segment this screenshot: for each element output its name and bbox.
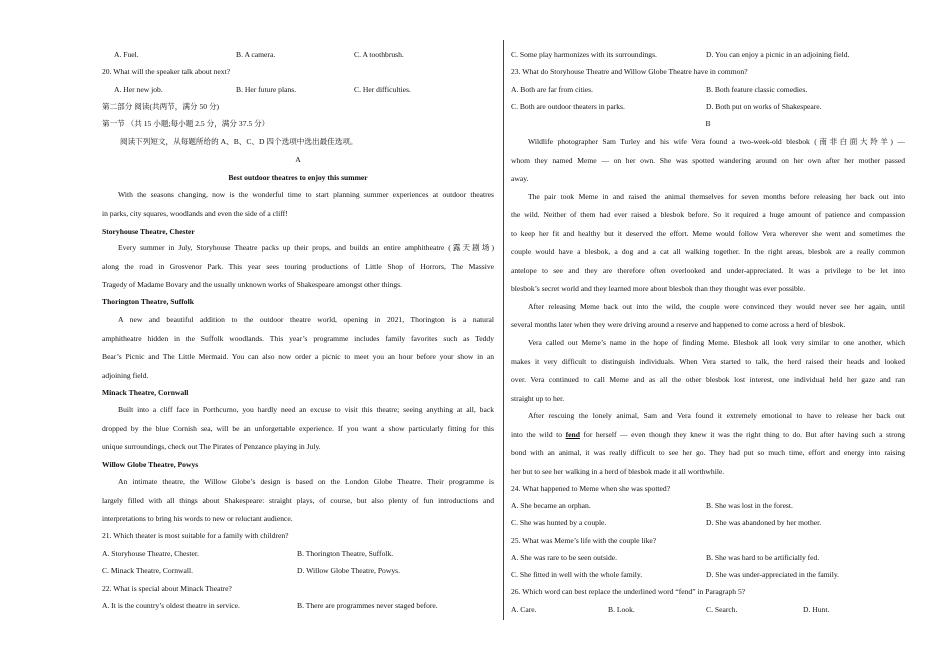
passage-b-p3-line: several months later when they were driving around a reserve and happened to come across a herd of blesbok.	[511, 320, 846, 329]
thorington-text-line: A new and beautiful addition to the outdoor theatre world, opening in 2021, Thorington is a natural	[118, 315, 494, 324]
q22-option-b: B. There are programmes never staged before.	[297, 601, 438, 610]
q25-option-c: C. She fitted in well with the whole family.	[511, 570, 643, 579]
q22-option-d: D. You can enjoy a picnic in an adjoining field.	[706, 50, 850, 59]
theatre-name-minack: Minack Theatre, Cornwall	[102, 388, 189, 397]
willow-globe-text-line: An intimate theatre, the Willow Globe’s design is based on the London Globe Theatre. Their programme is	[118, 477, 494, 486]
passage-a-intro-line: With the seasons changing, now is the wonderful time to start planning summer experiences at outdoor theatres	[118, 190, 494, 199]
minack-text-line: dropped by the blue Cornish sea, will be an unforgettable experience. If you want a show particularly fitting for this	[102, 424, 494, 433]
passage-a-intro-line: in parks, city squares, woodlands and even the side of a cliff!	[102, 209, 288, 218]
q25-option-d: D. She was under-appreciated in the family.	[706, 570, 840, 579]
q25-stem: 25. What was Meme’s life with the couple like?	[511, 536, 657, 545]
passage-a-title: Best outdoor theatres to enjoy this summer	[228, 173, 368, 182]
q19-option-b: B. A camera.	[236, 50, 276, 59]
q23-option-c: C. Both are outdoor theaters in parks.	[511, 102, 625, 111]
willow-globe-text-line: largely filled with all things about Shakespeare: straight plays, of course, but also plenty of fun introductions and	[102, 496, 494, 505]
storyhouse-text-line: Every summer in July, Storyhouse Theatre packs up their props, and builds an entire amphitheatre (露天剧场)	[118, 243, 494, 252]
p5-text-after: for herself — even though they knew it was the right thing to do. But after having such a strong	[579, 430, 906, 439]
q23-stem: 23. What do Storyhouse Theatre and Willow Globe Theatre have in common?	[511, 67, 748, 76]
theatre-name-willow-globe: Willow Globe Theatre, Powys	[102, 460, 199, 469]
passage-b-p2-line: The pair took Meme in and raised the animal themselves for seven months before releasing her back out into	[528, 192, 905, 201]
q25-option-b: B. She was hard to be artificially fed.	[706, 553, 820, 562]
q26-stem: 26. Which word can best replace the underlined word “fend” in Paragraph 5?	[511, 587, 746, 596]
q25-option-a: A. She was rare to be seen outside.	[511, 553, 618, 562]
q20-option-b: B. Her future plans.	[236, 85, 297, 94]
q26-option-a: A. Care.	[511, 605, 537, 614]
minack-text-line: unique surroundings, check out The Pirates of Penzance playing in July.	[102, 442, 321, 451]
thorington-text-line: amphitheatre hidden in the Suffolk woodlands. This year’s programme includes family favorites such as Teddy	[102, 334, 494, 343]
passage-b-p2-line: couple would have a blesbok, a dog and a cat all walking together. In the right areas, blesbok are a really common	[511, 247, 905, 256]
minack-text-line: Built into a cliff face in Porthcurno, you hardly need an excuse to visit this theatre; seeing anything at all, back	[118, 405, 494, 414]
theatre-name-thorington: Thorington Theatre, Suffolk	[102, 297, 194, 306]
q22-option-a: A. It is the country’s oldest theatre in service.	[102, 601, 240, 610]
passage-b-p2-line: blesbok’s secret world and they learned more about blesbok than they thought was ever possible.	[511, 284, 806, 293]
q24-option-d: D. She was abandoned by her mother.	[706, 518, 822, 527]
passage-b-p5-line: bond with an animal, it was really difficult to see her go. They had put so much time, effort and energy into raising	[511, 448, 905, 457]
passage-b-p4-line: straight up to her.	[511, 394, 565, 403]
thorington-text-line: Bear’s Picnic and The Little Mermaid. You can also now order a picnic to meet you an hour before your show in an	[102, 352, 494, 361]
part-two-heading: 第二部分 阅读(共两节，满分 50 分)	[102, 102, 220, 111]
q24-option-c: C. She was hunted by a couple.	[511, 518, 607, 527]
q24-stem: 24. What happened to Meme when she was spotted?	[511, 484, 671, 493]
passage-b-p3-line: After releasing Meme back out into the wild, the couple were convinced they would never see her again, until	[528, 302, 905, 311]
passage-b-p4-line: makes it very difficult to distinguish individuals. When Vera started to talk, the herd raised their heads and looked	[511, 357, 905, 366]
passage-a-letter: A	[295, 155, 301, 164]
column-divider	[503, 40, 504, 620]
passage-b-letter: B	[705, 119, 711, 128]
q21-stem: 21. Which theater is most suitable for a family with children?	[102, 531, 289, 540]
q26-option-b: B. Look.	[608, 605, 635, 614]
thorington-text-line: adjoining field.	[102, 371, 149, 380]
q24-option-b: B. She was lost in the forest.	[706, 501, 793, 510]
passage-b-p2-line: to keep her fit and healthy but it deserved the effort. Meme would follow Vera wherever she went and sometimes the	[511, 229, 905, 238]
passage-b-p2-line: the wild. Neither of them had ever raised a blesbok before. So it required a huge amount of patience and compassion	[511, 210, 905, 219]
q26-option-c: C. Search.	[706, 605, 738, 614]
willow-globe-text-line: interpretations to bring his words to new or reluctant audience.	[102, 514, 293, 523]
q20-option-c: C. Her difficulties.	[354, 85, 411, 94]
passage-b-p5-line	[511, 431, 905, 439]
passage-b-p5-line: her but to see her walking in a herd of blesbok made it all worthwhile.	[511, 467, 725, 476]
q21-option-d: D. Willow Globe Theatre, Powys.	[297, 566, 400, 575]
passage-b-p1-line: away.	[511, 174, 529, 183]
passage-b-p4-line: over. Vera continued to call Meme and as all the other blesbok lost interest, one individual held her gaze and ran	[511, 375, 905, 384]
q21-option-c: C. Minack Theatre, Cornwall.	[102, 566, 193, 575]
passage-b-p2-line: antelope to see and they are therefore often overlooked and under-appreciated. It was a privilege to be let into	[511, 266, 905, 275]
q20-stem: 20. What will the speaker talk about next?	[102, 67, 231, 76]
storyhouse-text-line: along the road in Grosvenor Park. This year sees touring productions of Little Shop of Horrors, The Massive	[102, 262, 494, 271]
q26-option-d: D. Hunt.	[803, 605, 830, 614]
underlined-word-fend: fend	[565, 430, 580, 439]
passage-b-p1-line: Wildlife photographer Sam Turley and his wife Vera found a two-week-old blesbok (南非白面大羚羊) —	[528, 137, 905, 146]
passage-b-p1-line: whom they named Meme — on her own. She was spotted wandering around on her own after her mother passed	[511, 156, 905, 165]
q23-option-b: B. Both feature classic comedies.	[706, 85, 808, 94]
q19-option-c: C. A toothbrush.	[354, 50, 404, 59]
p5-text-before: into the wild to	[511, 430, 566, 439]
q21-option-a: A. Storyhouse Theatre, Chester.	[102, 549, 199, 558]
passage-b-p4-line: Vera called out Meme’s name in the hope of finding Meme. Blesbok all look very similar to one another, which	[528, 338, 905, 347]
theatre-name-storyhouse: Storyhouse Theatre, Chester	[102, 227, 195, 236]
q22-stem: 22. What is special about Minack Theatre?	[102, 584, 232, 593]
q21-option-b: B. Thorington Theatre, Suffolk.	[297, 549, 394, 558]
q24-option-a: A. She became an orphan.	[511, 501, 591, 510]
q23-option-d: D. Both put on works of Shakespeare.	[706, 102, 822, 111]
q22-option-c: C. Some play harmonizes with its surroundings.	[511, 50, 657, 59]
q20-option-a: A. Her new job.	[114, 85, 163, 94]
section-one-heading: 第一节 （共 15 小题;每小题 2.5 分，满分 37.5 分）	[102, 119, 270, 128]
storyhouse-text-line: Tragedy of Madame Bovary and the usually unknown works of Shakespeare amongst other things.	[102, 280, 403, 289]
passage-b-p5-line: After rescuing the lonely animal, Sam and Vera found it extremely emotional to have to release her back out	[528, 411, 905, 420]
q19-option-a: A. Fuel.	[114, 50, 139, 59]
reading-instruction: 阅读下列短文，从每题所给的 A、B、C、D 四个选项中选出最佳选项。	[120, 137, 358, 146]
q23-option-a: A. Both are far from cities.	[511, 85, 594, 94]
